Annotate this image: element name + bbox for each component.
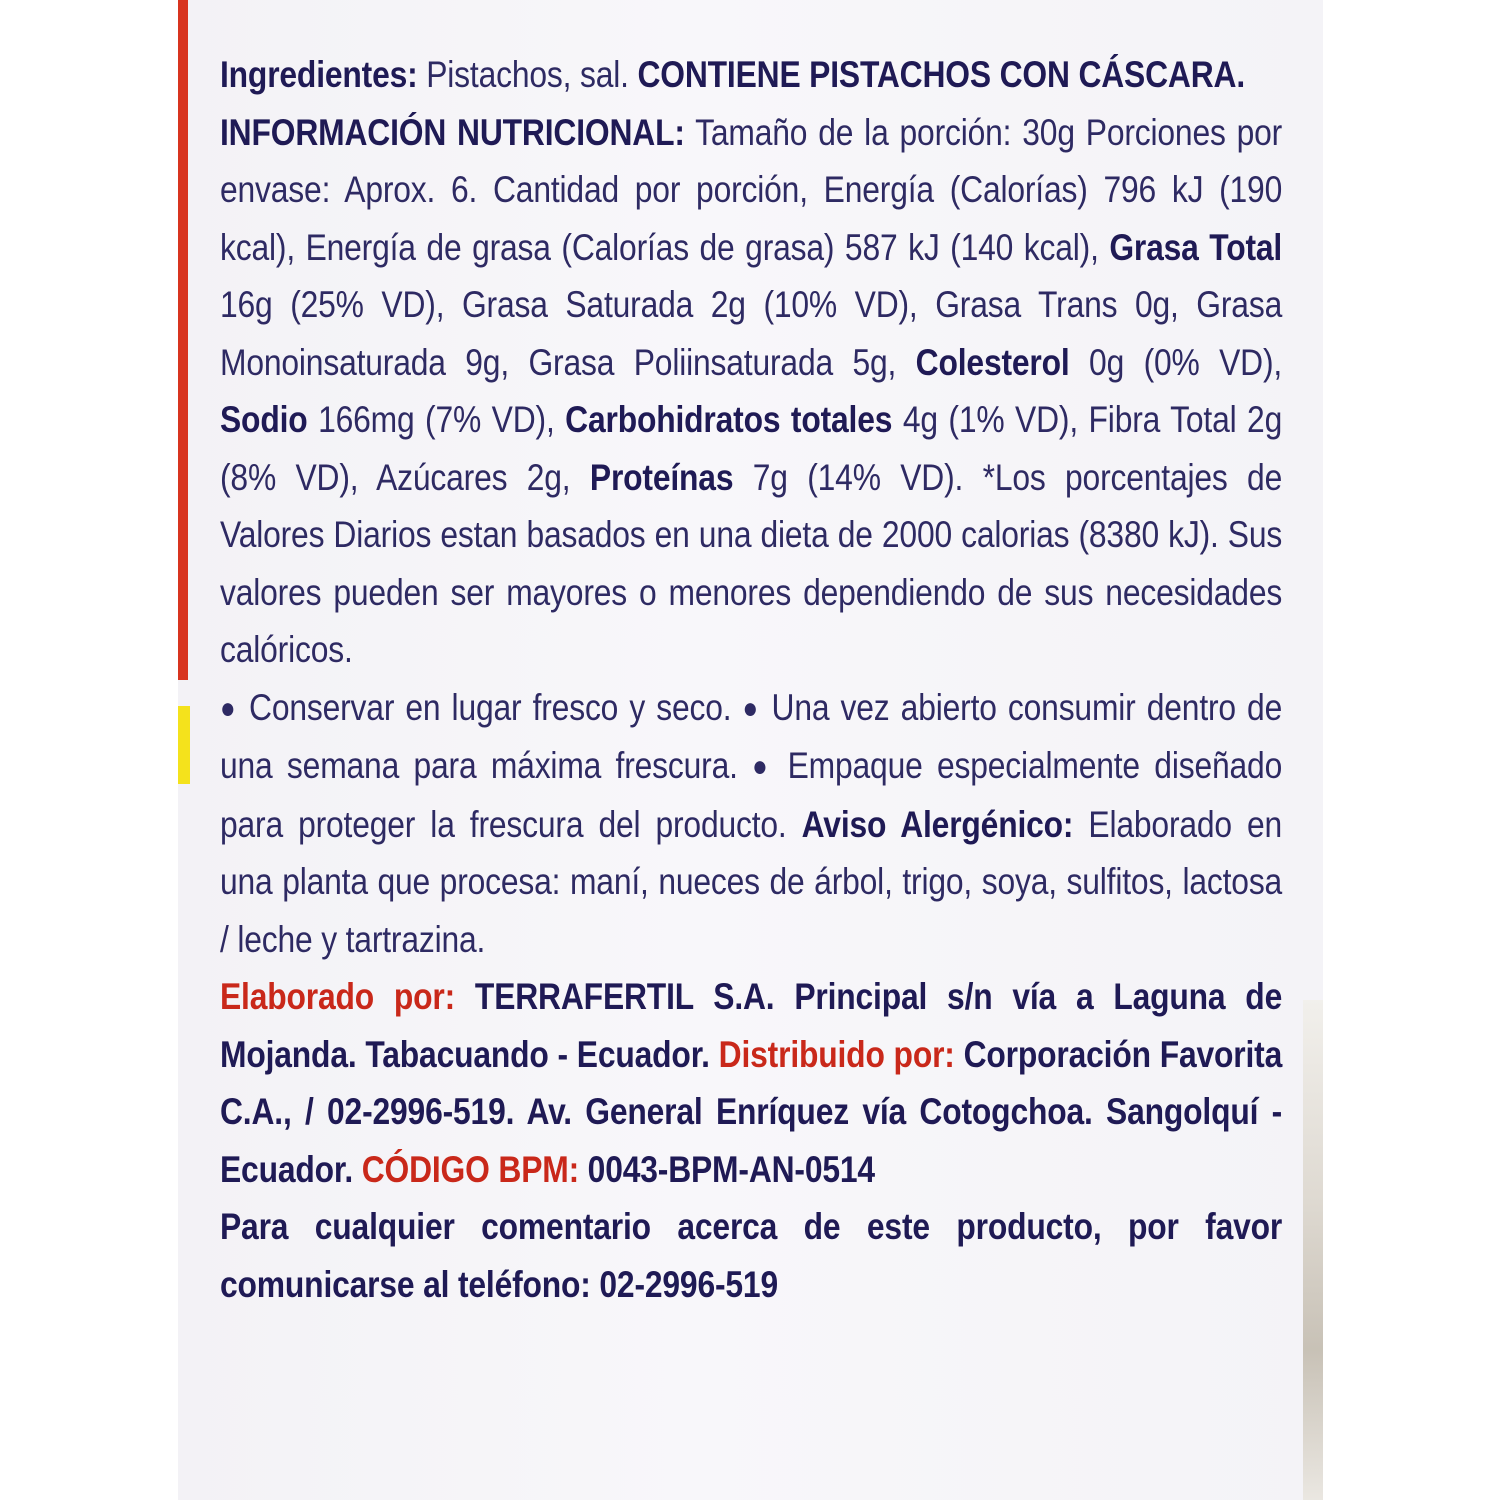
nutrition-text-3: 0g (0% VD),: [1069, 341, 1283, 383]
storage-text-1: Conservar en lugar fresco y seco.: [237, 686, 743, 728]
distributed-by-label: Distribuido por:: [718, 1033, 955, 1075]
label-text-block: [220, 46, 1282, 1313]
nutrition-text-4: 166mg (7% VD),: [307, 399, 566, 440]
nutrition-text-6: 7g (14% VD). *Los porcentajes de Valores Diarios estan basados en una dieta de 2000 calorias (8380 kJ). Sus valores pueden ser mayores o menores dependiendo de sus necesidades calóricos.: [220, 456, 1283, 670]
yellow-edge-strip: [178, 706, 190, 784]
storage-paragraph: [220, 679, 1282, 969]
distributed-by-text: Corporación Favorita C.A., / 02-2996-519. Av. General Enríquez vía Cotogchoa. Sangolquí - Ecuador.: [220, 1033, 1283, 1190]
bpm-code-label: CÓDIGO BPM:: [361, 1148, 580, 1190]
nutrition-label: INFORMACIÓN NUTRICIONAL:: [220, 111, 685, 153]
bullet-icon: ●: [220, 691, 238, 725]
ingredients-paragraph: [220, 46, 1282, 104]
carbohydrates-label: Carbohidratos totales: [565, 399, 893, 440]
storage-text-2: Una vez abierto consumir dentro de una semana para máxima frescura.: [220, 686, 1283, 786]
contact-paragraph: [220, 1198, 1282, 1313]
allergen-text: Elaborado en una planta que procesa: maní, nueces de árbol, trigo, soya, sulfitos, lactosa / leche y tartrazina.: [220, 803, 1283, 960]
nutrition-text-5: 4g (1% VD), Fibra Total 2g (8% VD), Azúcares 2g,: [220, 399, 1283, 498]
package-fold-edge: [1303, 1000, 1323, 1500]
manufacturer-paragraph: [220, 968, 1282, 1198]
bpm-code-value: 0043-BPM-AN-0514: [579, 1148, 875, 1190]
made-by-label: Elaborado por:: [220, 976, 456, 1017]
bullet-icon: ●: [742, 691, 761, 725]
protein-label: Proteínas: [589, 456, 734, 498]
ingredients-text: Pistachos, sal.: [417, 54, 638, 95]
made-by-text: TERRAFERTIL S.A. Principal s/n vía a Laguna de Mojanda. Tabacuando - Ecuador.: [220, 976, 1283, 1075]
nutrition-text-2: 16g (25% VD), Grasa Saturada 2g (10% VD), Grasa Trans 0g, Grasa Monoinsaturada 9g, Grasa Poliinsaturada 5g,: [220, 284, 1283, 383]
cholesterol-label: Colesterol: [915, 341, 1070, 383]
sodium-label: Sodio: [220, 399, 308, 440]
nutrition-text-1: Tamaño de la porción: 30g Porciones por envase: Aprox. 6. Cantidad por porción, Energía (Calorías) 796 kJ (190 kcal), Energía de grasa (Calorías de grasa) 587 kJ (140 kcal),: [220, 111, 1283, 268]
nutrition-paragraph: [220, 104, 1282, 679]
storage-text-3: Empaque especialmente diseñado para proteger la frescura del producto.: [220, 745, 1283, 845]
red-edge-strip: [178, 0, 188, 680]
allergen-label: Aviso Alergénico:: [801, 803, 1074, 845]
contact-text: Para cualquier comentario acerca de este producto, por favor comunicarse al teléfono: 02-2996-519: [220, 1206, 1283, 1305]
bullet-icon: ●: [752, 750, 774, 783]
ingredients-label: Ingredientes:: [220, 54, 418, 95]
total-fat-label: Grasa Total: [1109, 226, 1283, 268]
contains-statement: CONTIENE PISTACHOS CON CÁSCARA.: [637, 54, 1246, 95]
